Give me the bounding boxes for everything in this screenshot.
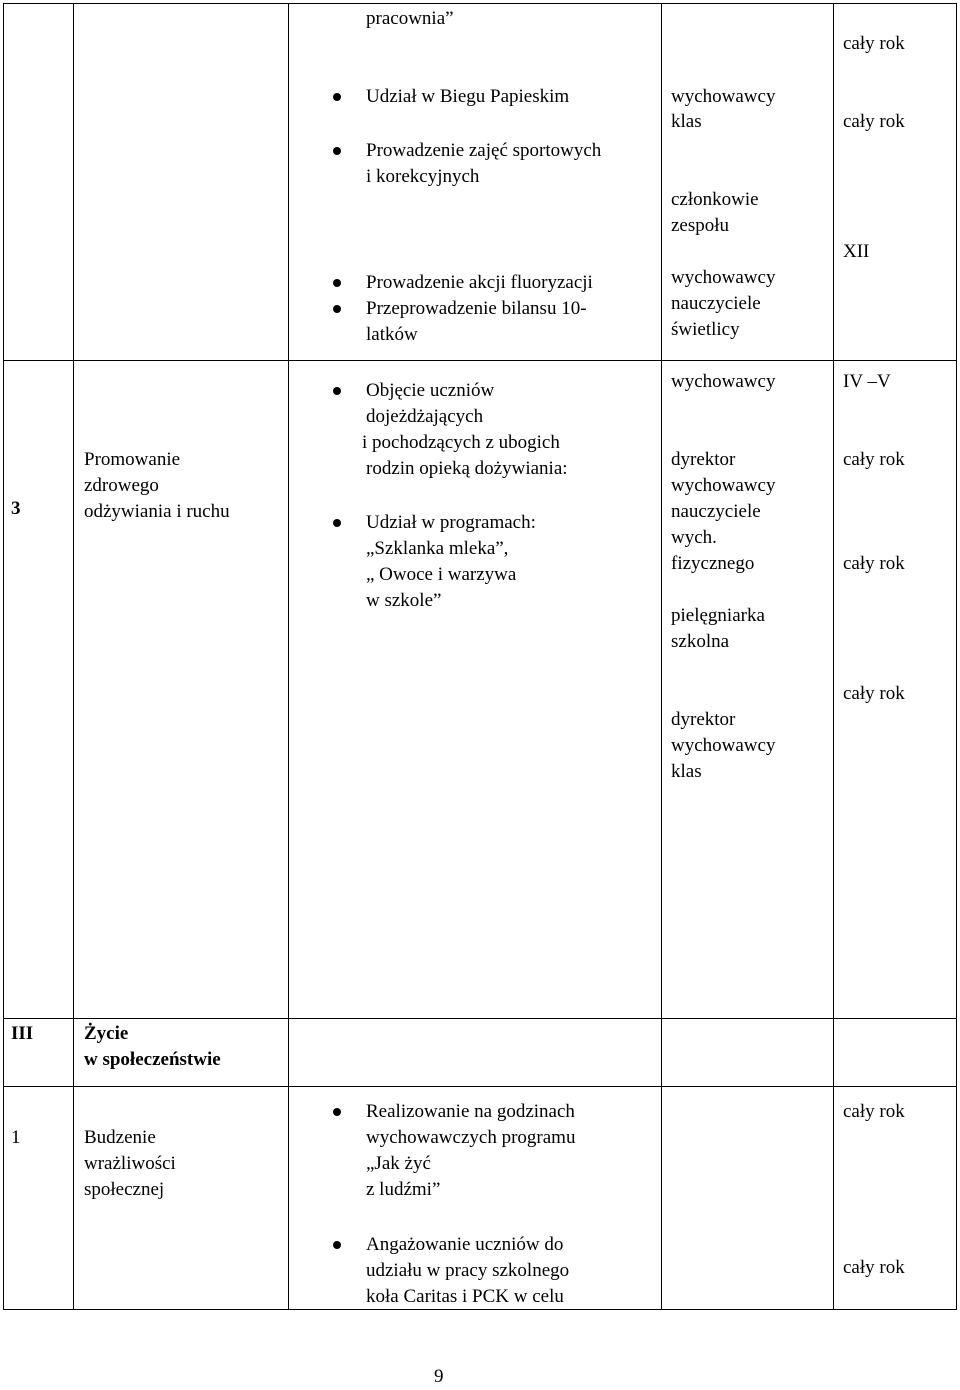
r0-activity: pracownia”	[366, 8, 454, 29]
r2-term-1: IV –V	[843, 371, 891, 392]
col-divider-4	[833, 3, 834, 1309]
r1-responsible-1b: klas	[671, 111, 702, 132]
r2-responsible-3b: szkolna	[671, 631, 730, 652]
bullet	[333, 93, 341, 101]
r2-activity-2a: Udział w programach:	[366, 512, 536, 533]
col-divider-3	[661, 3, 662, 1309]
r2-activity-2b: „Szklanka mleka”,	[366, 538, 509, 559]
bullet	[333, 1108, 341, 1116]
r2-topic-3: odżywiania i ruchu	[84, 501, 230, 522]
row-divider-3	[3, 1086, 957, 1087]
r1-activity-4-cont: latków	[366, 324, 418, 345]
r1-activity-4: Przeprowadzenie bilansu 10-	[366, 298, 587, 319]
bullet	[333, 279, 341, 287]
r3-title-2: w społeczeństwie	[84, 1049, 221, 1070]
r2-responsible-2a: dyrektor	[671, 449, 736, 470]
col-divider-2	[288, 3, 289, 1309]
r4-activity-1c: „Jak żyć	[366, 1153, 431, 1174]
r1-activity-2-cont: i korekcyjnych	[366, 166, 480, 187]
r2-responsible-2b: wychowawcy	[671, 475, 776, 496]
table-border-left	[3, 3, 4, 1309]
r1-activity-1: Udział w Biegu Papieskim	[366, 86, 570, 107]
page-number: 9	[434, 1366, 444, 1387]
r4-topic-3: społecznej	[84, 1179, 165, 1200]
bullet	[333, 305, 341, 313]
r4-activity-2a: Angażowanie uczniów do	[366, 1234, 564, 1255]
r2-activity-2d: w szkole”	[366, 590, 442, 611]
r4-activity-1a: Realizowanie na godzinach	[366, 1101, 575, 1122]
r1-responsible-3c: świetlicy	[671, 319, 740, 340]
r2-topic-1: Promowanie	[84, 449, 181, 470]
r2-responsible-4b: wychowawcy	[671, 735, 776, 756]
r2-responsible-2e: fizycznego	[671, 553, 755, 574]
r2-topic-2: zdrowego	[84, 475, 159, 496]
r4-activity-2c: koła Caritas i PCK w celu	[366, 1286, 564, 1307]
r4-term-1: cały rok	[843, 1101, 905, 1122]
r2-responsible-4c: klas	[671, 761, 702, 782]
r2-number: 3	[11, 498, 21, 519]
r4-activity-1d: z ludźmi”	[366, 1179, 441, 1200]
r1-responsible-3b: nauczyciele	[671, 293, 761, 314]
r1-activity-2: Prowadzenie zajęć sportowych	[366, 140, 602, 161]
r2-activity-2c: „ Owoce i warzywa	[366, 564, 517, 585]
r1-responsible-1a: wychowawcy	[671, 86, 776, 107]
r1-responsible-3a: wychowawcy	[671, 267, 776, 288]
row-divider-1	[3, 360, 957, 361]
table-border-top	[3, 3, 957, 4]
r2-term-4: cały rok	[843, 683, 905, 704]
r2-responsible-2c: nauczyciele	[671, 501, 761, 522]
r2-term-2: cały rok	[843, 449, 905, 470]
r4-activity-2b: udziału w pracy szkolnego	[366, 1260, 570, 1281]
r2-responsible-1: wychowawcy	[671, 371, 776, 392]
r4-topic-2: wrażliwości	[84, 1153, 176, 1174]
bullet	[333, 147, 341, 155]
r0-term: cały rok	[843, 33, 905, 54]
bullet	[333, 387, 341, 395]
r2-responsible-2d: wych.	[671, 527, 717, 548]
r4-activity-1b: wychowawczych programu	[366, 1127, 576, 1148]
r2-activity-1b: dojeżdżających	[366, 406, 484, 427]
r2-activity-1c: i pochodzących z ubogich	[362, 432, 560, 453]
r2-term-3: cały rok	[843, 553, 905, 574]
col-divider-1	[73, 3, 74, 1309]
r4-topic-1: Budzenie	[84, 1127, 156, 1148]
r1-term-1: cały rok	[843, 111, 905, 132]
bullet	[333, 519, 341, 527]
r2-responsible-4a: dyrektor	[671, 709, 736, 730]
r2-activity-1a: Objęcie uczniów	[366, 380, 495, 401]
r1-activity-3: Prowadzenie akcji fluoryzacji	[366, 272, 593, 293]
r2-responsible-3a: pielęgniarka	[671, 605, 765, 626]
r1-responsible-2a: członkowie	[671, 189, 759, 210]
r1-term-3: XII	[843, 241, 870, 262]
bullet	[333, 1241, 341, 1249]
r3-number: III	[11, 1023, 34, 1044]
r2-activity-1d: rodzin opieką dożywiania:	[366, 458, 568, 479]
r3-title-1: Życie	[84, 1023, 129, 1044]
r4-number: 1	[11, 1127, 21, 1148]
r4-term-2: cały rok	[843, 1257, 905, 1278]
row-divider-2	[3, 1018, 957, 1019]
table-border-right	[956, 3, 957, 1309]
r1-responsible-2b: zespołu	[671, 215, 730, 236]
